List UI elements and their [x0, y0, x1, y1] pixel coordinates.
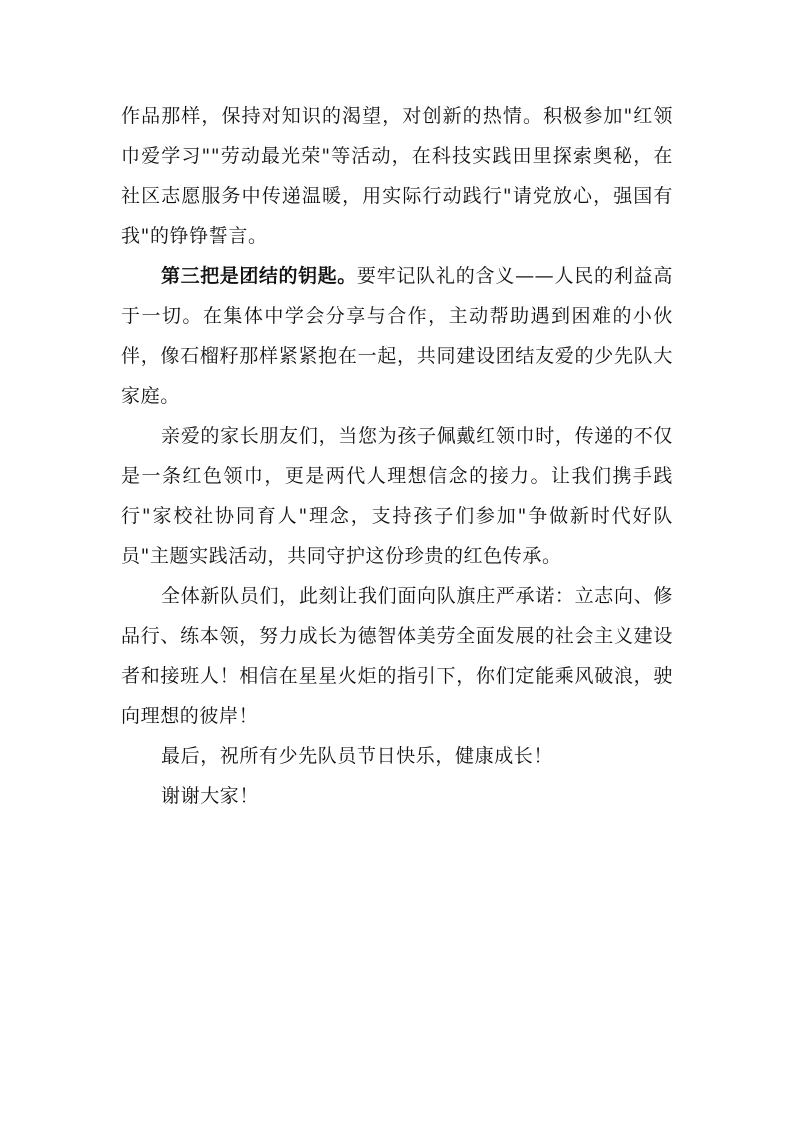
- paragraph-thanks: [121, 776, 673, 816]
- document-body: [121, 96, 673, 816]
- paragraph-text: 最后，祝所有少先队员节日快乐，健康成长！: [161, 745, 554, 767]
- paragraph-new-members: [121, 576, 673, 736]
- paragraph-parents: [121, 416, 673, 576]
- paragraph-lead-heading: 第三把是团结的钥匙。: [161, 265, 357, 287]
- paragraph-text: 作品那样，保持对知识的渴望，对创新的热情。积极参加"红领巾爱学习""劳动最光荣"等活动，在科技实践田里探索奥秘，在社区志愿服务中传递温暖，用实际行动践行"请党放心，强国有我"的铮铮誓言。: [121, 105, 673, 247]
- paragraph-wishes: [121, 736, 673, 776]
- paragraph-continuation: [121, 96, 673, 256]
- paragraph-unity-key: [121, 256, 673, 416]
- paragraph-text: 要牢记队礼的含义——人民的利益高于一切。在集体中学会分享与合作，主动帮助遇到困难的小伙伴，像石榴籽那样紧紧抱在一起，共同建设团结友爱的少先队大家庭。: [121, 265, 673, 407]
- paragraph-text: 谢谢大家！: [161, 785, 260, 807]
- paragraph-text: 全体新队员们，此刻让我们面向队旗庄严承诺：立志向、修品行、练本领，努力成长为德智体美劳全面发展的社会主义建设者和接班人！相信在星星火炬的指引下，你们定能乘风破浪，驶向理想的彼岸！: [121, 585, 673, 727]
- paragraph-text: 亲爱的家长朋友们，当您为孩子佩戴红领巾时，传递的不仅是一条红色领巾，更是两代人理想信念的接力。让我们携手践行"家校社协同育人"理念，支持孩子们参加"争做新时代好队员"主题实践活动，共同守护这份珍贵的红色传承。: [121, 425, 673, 567]
